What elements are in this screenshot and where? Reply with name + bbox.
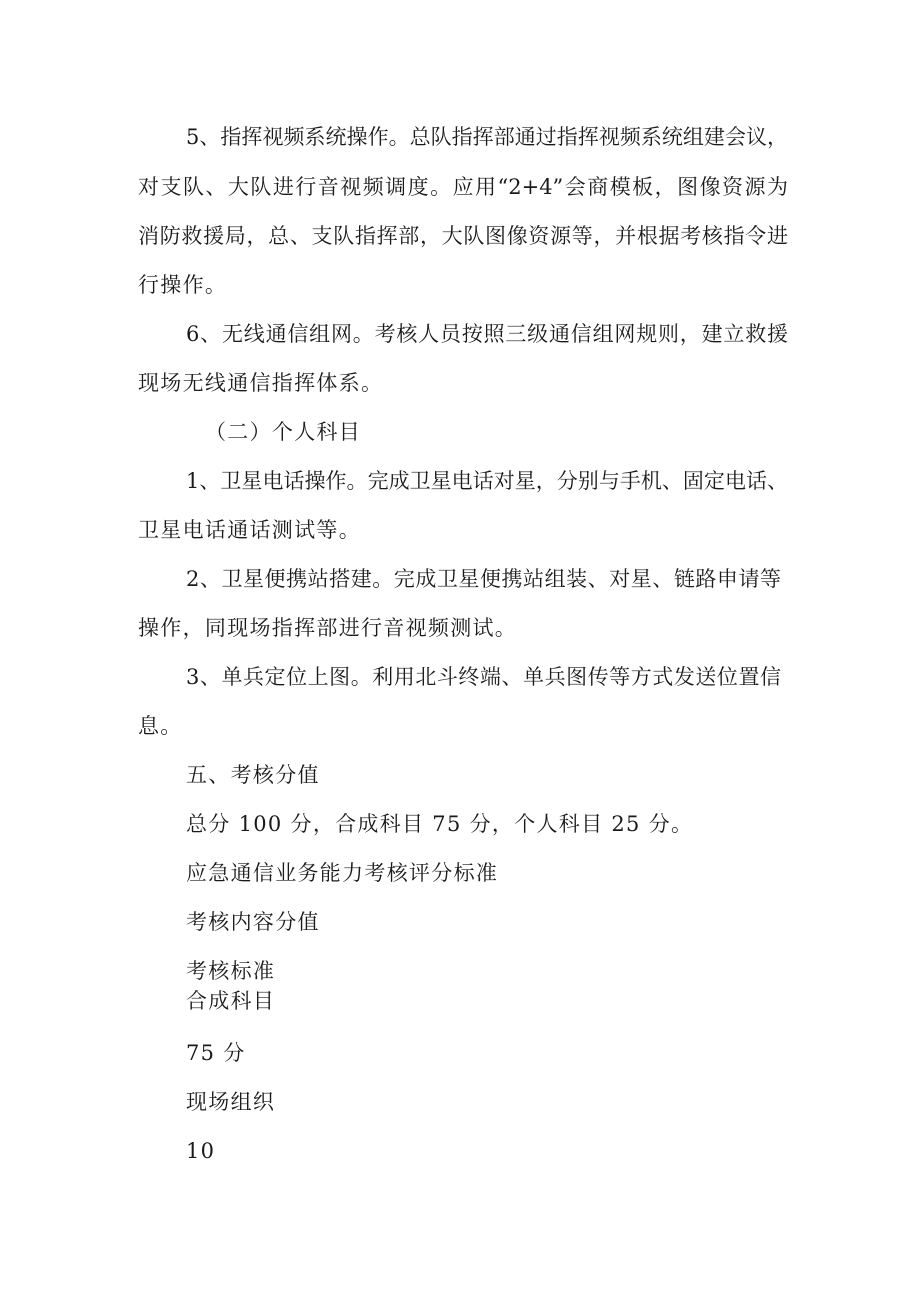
item-3-line-2: 息。 — [138, 714, 183, 738]
item-2-line-1: 2、卫星便携站搭建。完成卫星便携站组装、对星、链路申请等 — [186, 567, 781, 591]
score-summary: 总分 100 分，合成科目 75 分，个人科目 25 分。 — [186, 812, 694, 836]
table-cell-onsite-organization: 现场组织 — [186, 1090, 276, 1114]
paragraph-6-line-1: 6、无线通信组网。考核人员按照三级通信组网规则，建立救援 — [186, 322, 788, 346]
table-header-content-score: 考核内容分值 — [186, 910, 320, 934]
table-header-standard: 考核标准 — [186, 959, 276, 983]
table-title: 应急通信业务能力考核评分标准 — [186, 861, 499, 885]
paragraph-5-line-4: 行操作。 — [138, 273, 228, 297]
table-cell-composite-score: 75 分 — [186, 1041, 246, 1065]
paragraph-6-line-2: 现场无线通信指挥体系。 — [138, 371, 384, 395]
paragraph-5-line-2: 对支队、大队进行音视频调度。应用“2+4”会商模板，图像资源为 — [138, 175, 788, 199]
item-3-line-1: 3、单兵定位上图。利用北斗终端、单兵图传等方式发送位置信 — [186, 665, 781, 689]
table-cell-onsite-score: 10 — [186, 1139, 216, 1163]
section-heading-scores: 五、考核分值 — [186, 763, 320, 787]
paragraph-5-line-3: 消防救援局，总、支队指挥部，大队图像资源等，并根据考核指令进 — [138, 224, 788, 248]
paragraph-5-line-1: 5、指挥视频系统操作。总队指挥部通过指挥视频系统组建会议， — [186, 125, 788, 149]
table-cell-composite-subject: 合成科目 — [186, 989, 276, 1013]
item-1-line-2: 卫星电话通话测试等。 — [138, 518, 361, 542]
item-2-line-2: 操作，同现场指挥部进行音视频测试。 — [138, 616, 518, 640]
section-heading-personal: （二）个人科目 — [205, 420, 362, 444]
item-1-line-1: 1、卫星电话操作。完成卫星电话对星，分别与手机、固定电话、 — [186, 469, 788, 493]
